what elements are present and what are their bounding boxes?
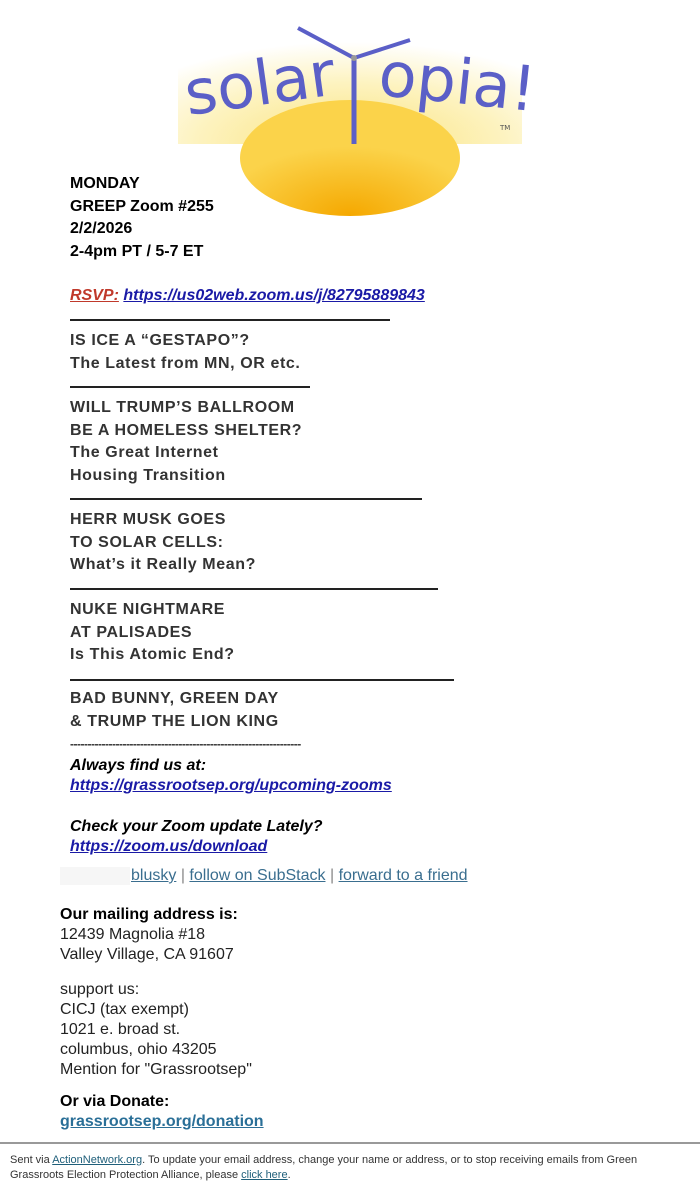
separator: | [329,867,335,884]
svg-text:TM: TM [500,124,511,132]
event-date: 2/2/2026 [70,220,133,237]
zoom-update-label: Check your Zoom update Lately? [70,818,323,835]
find-us-label: Always find us at: [70,757,207,774]
footer-text [10,1153,670,1183]
mailing-heading: Our mailing address is: [60,906,238,923]
rsvp-label: RSVP: [70,287,119,304]
topic-heading: TO SOLAR CELLS: [70,533,224,551]
support-info [60,980,252,1080]
footer-divider [0,1142,700,1144]
footer-middle: . To update your email address, change your name or address, or to stop receiving emails from Green Grassroots Election Protection Alliance, please [10,1154,638,1181]
topic-5 [70,688,279,733]
blusky-link[interactable]: blusky [131,867,177,884]
svg-text:opia!: opia! [375,37,540,127]
topic-4 [70,599,235,667]
support-line: 1021 e. broad st. [60,1021,181,1038]
event-title: GREEP Zoom #255 [70,197,214,215]
zoom-download-link[interactable]: https://zoom.us/download [70,838,268,855]
forward-link[interactable]: forward to a friend [338,867,468,884]
topic-heading: & TRUMP THE LION KING [70,712,279,730]
social-icon-placeholder [60,867,130,885]
address-line: Valley Village, CA 91607 [60,946,234,963]
topic-heading: WILL TRUMP’S BALLROOM [70,399,295,416]
topic-3 [70,509,256,577]
topic-subheading: The Latest from MN, OR etc. [70,354,301,372]
support-line: CICJ (tax exempt) [60,1001,189,1018]
find-us [70,756,392,796]
topic-subheading: Housing Transition [70,466,226,484]
footer-suffix: . [287,1169,291,1181]
unsubscribe-link[interactable]: click here [241,1169,288,1181]
event-day: MONDAY [70,175,140,192]
solartopia-logo [178,8,540,144]
svg-text:solar: solar [179,36,340,130]
support-line: support us: [60,981,140,998]
address-line: 12439 Magnolia #18 [60,926,206,943]
topic-2 [70,397,302,487]
topic-heading: HERR MUSK GOES [70,511,226,528]
upcoming-zooms-link[interactable]: https://grassrootsep.org/upcoming-zooms [70,777,392,794]
separator: | [180,867,185,884]
actionnetwork-link[interactable]: ActionNetwork.org [52,1154,143,1166]
donation-link[interactable]: grassrootsep.org/donation [60,1113,264,1130]
support-line: columbus, ohio 43205 [60,1041,217,1058]
dashed-divider: ------------------------------------------------------------------ [70,737,301,751]
support-line: Mention for "Grassrootsep" [60,1061,252,1078]
social-links [60,866,468,886]
event-details [70,173,214,263]
mailing-address [60,905,238,965]
rsvp-link[interactable]: https://us02web.zoom.us/j/82795889843 [123,287,425,304]
divider [70,498,422,500]
topic-heading: IS ICE A “GESTAPO”? [70,332,250,349]
topic-subheading: What’s it Really Mean? [70,556,256,573]
event-time: 2-4pm PT / 5-7 ET [70,242,204,260]
topic-heading: NUKE NIGHTMARE [70,601,226,618]
topic-heading: AT PALISADES [70,623,193,641]
donate-section [60,1092,264,1132]
substack-link[interactable]: follow on SubStack [189,867,326,884]
divider [70,319,390,321]
divider [70,679,454,681]
rsvp-line [70,285,425,308]
topic-subheading: Is This Atomic End? [70,646,235,663]
topic-heading: BAD BUNNY, GREEN DAY [70,690,279,707]
zoom-update [70,817,322,857]
divider [70,588,438,590]
footer-prefix: Sent via [10,1154,53,1166]
divider [70,386,310,388]
topic-subheading: The Great Internet [70,444,219,461]
topic-heading: BE A HOMELESS SHELTER? [70,421,303,439]
topic-1 [70,330,300,375]
donate-heading: Or via Donate: [60,1093,170,1110]
